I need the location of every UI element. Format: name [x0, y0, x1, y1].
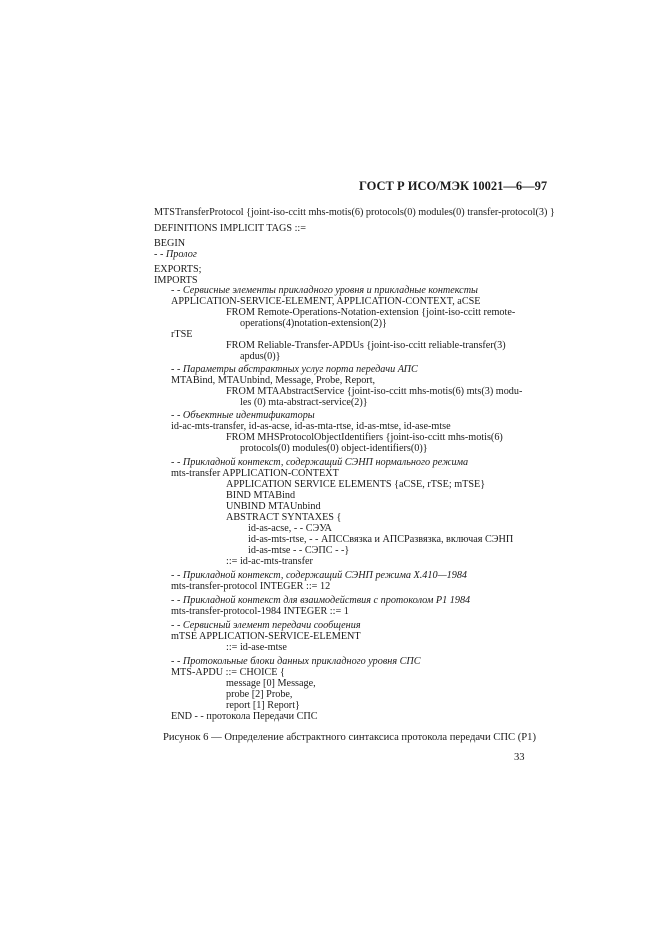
- code-line: rTSE: [171, 329, 193, 340]
- code-line: FROM MTAAbstractService {joint-iso-ccitt mhs-motis(6) mts(3) modu-: [226, 386, 523, 397]
- end-line: END - - протокола Передачи СПС: [171, 711, 318, 722]
- code-line: FROM MHSProtocolObjectIdentifiers {joint-iso-ccitt mhs-motis(6): [226, 432, 503, 443]
- code-line: id-ac-mts-transfer, id-as-acse, id-as-mta-rtse, id-as-mtse, id-ase-mtse: [171, 421, 451, 432]
- code-line: mts-transfer APPLICATION-CONTEXT: [171, 468, 339, 479]
- comment-app-context: - - Прикладной контекст, содержащий СЭНП нормального режима: [171, 457, 469, 468]
- code-line: FROM Reliable-Transfer-APDUs {joint-iso-ccitt reliable-transfer(3): [226, 340, 506, 351]
- code-line: protocols(0) modules(0) object-identifiers(0)}: [240, 443, 428, 454]
- figure-caption: Рисунок 6 — Определение абстрактного синтаксиса протокола передачи СПС (Р1): [163, 732, 536, 743]
- code-line: ::= id-ase-mtse: [226, 642, 287, 653]
- code-line: FROM Remote-Operations-Notation-extension {joint-iso-ccitt remote-: [226, 307, 516, 318]
- comment-p1-1984: - - Прикладной контекст для взаимодействия с протоколом Р1 1984: [171, 595, 471, 606]
- comment-prolog: - - Пролог: [154, 249, 197, 260]
- comment-parameters: - - Параметры абстрактных услуг порта передачи АПС: [171, 364, 418, 375]
- code-line: report [1] Report}: [226, 700, 300, 711]
- module-header-line: MTSTransferProtocol {joint-iso-ccitt mhs-motis(6) protocols(0) modules(0) transfer-protocol(3) }: [154, 207, 555, 218]
- code-line: ::= id-ac-mts-transfer: [226, 556, 313, 567]
- code-line: mts-transfer-protocol-1984 INTEGER ::= 1: [171, 606, 349, 617]
- begin-line: BEGIN: [154, 238, 186, 249]
- code-line: MTABind, MTAUnbind, Message, Probe, Report,: [171, 375, 376, 386]
- exports-line: EXPORTS;: [154, 264, 202, 275]
- comment-ase: - - Сервисные элементы прикладного уровня и прикладные контексты: [171, 285, 478, 296]
- code-line: message [0] Message,: [226, 678, 316, 689]
- definitions-line: DEFINITIONS IMPLICIT TAGS ::=: [154, 223, 306, 234]
- comment-object-ids: - - Объектные идентификаторы: [171, 410, 315, 421]
- code-line: MTS-APDU ::= CHOICE {: [171, 667, 285, 678]
- comment-context-1984: - - Прикладной контекст, содержащий СЭНП режима Х.410—1984: [171, 570, 468, 581]
- code-line: operations(4)notation-extension(2)}: [240, 318, 387, 329]
- code-line: probe [2] Probe,: [226, 689, 293, 700]
- code-line: UNBIND MTAUnbind: [226, 501, 321, 512]
- comment-apdu: - - Протокольные блоки данных прикладного уровня СПС: [171, 656, 421, 667]
- imports-line: IMPORTS: [154, 275, 198, 286]
- code-line: les (0) mta-abstract-service(2)}: [240, 397, 368, 408]
- code-line: ABSTRACT SYNTAXES {: [226, 512, 342, 523]
- code-line: BIND MTABind: [226, 490, 296, 501]
- code-line: mts-transfer-protocol INTEGER ::= 12: [171, 581, 331, 592]
- code-line: APPLICATION SERVICE ELEMENTS {aCSE, rTSE; mTSE}: [226, 479, 486, 490]
- comment-mtse: - - Сервисный элемент передачи сообщения: [171, 620, 361, 631]
- code-line: id-as-mts-rtse, - - АПССвязка и АПСРазвязка, включая СЭНП: [248, 534, 514, 545]
- code-line: id-as-acse, - - СЭУА: [248, 523, 332, 534]
- code-line: apdus(0)}: [240, 351, 281, 362]
- standard-header: ГОСТ Р ИСО/МЭК 10021—6—97: [359, 179, 548, 193]
- code-line: APPLICATION-SERVICE-ELEMENT, APPLICATION-CONTEXT, aCSE: [171, 296, 481, 307]
- code-line: mTSE APPLICATION-SERVICE-ELEMENT: [171, 631, 361, 642]
- page-number: 33: [514, 752, 525, 763]
- code-line: id-as-mtse - - СЭПС - -}: [248, 545, 350, 556]
